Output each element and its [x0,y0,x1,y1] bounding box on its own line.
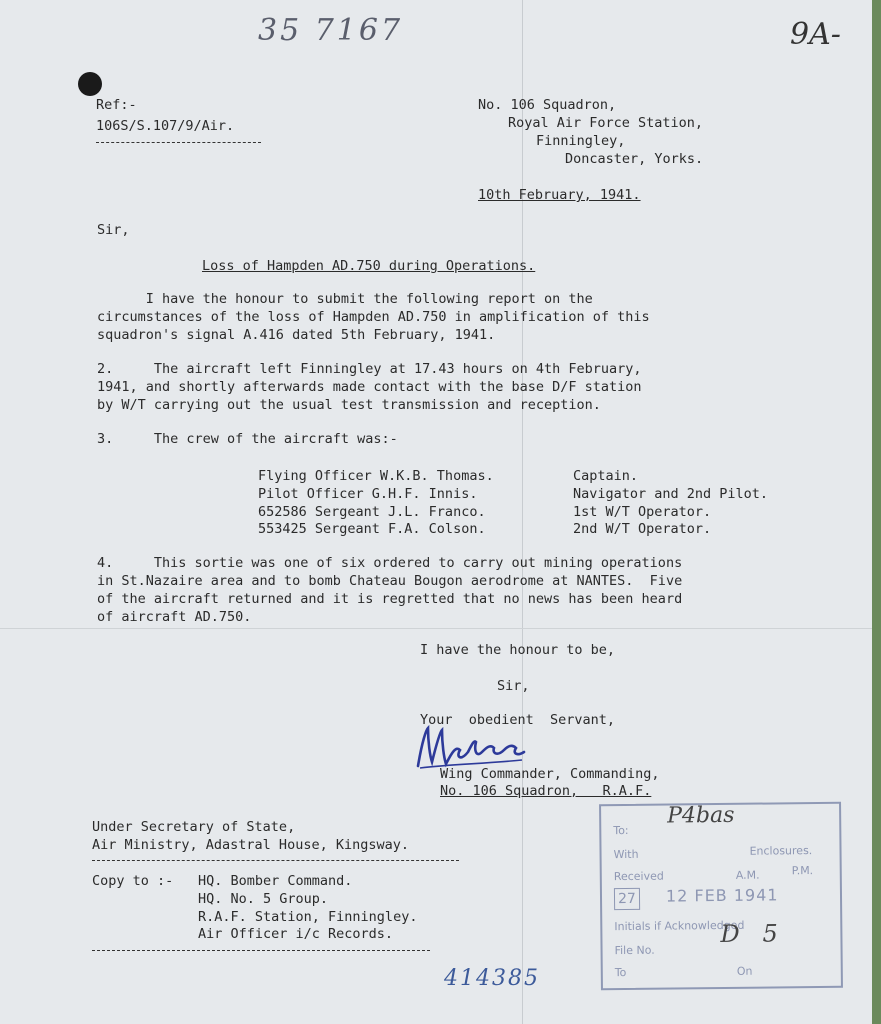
ref-number: 106S/S.107/9/Air. [96,118,235,134]
copy-to-divider [92,950,430,951]
address-line-2: Royal Air Force Station, [508,115,704,131]
para2-line2: 1941, and shortly afterwards made contact with the base D/F station [97,379,642,395]
handwritten-file-number: 35 7167 [258,13,404,48]
salutation: Sir, [97,222,130,238]
para4-line1: 4. This sortie was one of six ordered to carry out mining operations [97,555,683,571]
signatory-title: Wing Commander, Commanding, [440,766,660,782]
address-line-3: Finningley, [536,133,626,149]
crew-name: 553425 Sergeant F.A. Colson. [258,521,486,537]
stamp-box-number: 27 [614,888,640,910]
stamp-to-label: To: [613,823,629,838]
ref-label: Ref:- [96,97,137,113]
stamp-to-value: P4bas [667,802,735,829]
para2-line1: 2. The aircraft left Finningley at 17.43 hours on 4th February, [97,361,642,377]
stamp-on-label: On [736,964,753,978]
para1-line3: squadron's signal A.416 dated 5th February, 1941. [97,327,496,343]
address-line-1: No. 106 Squadron, [478,97,617,113]
para4-line3: of the aircraft returned and it is regretted that no news has been heard [97,591,683,607]
copy-to-item: HQ. No. 5 Group. [198,891,329,907]
stamp-am: A.M. [735,868,760,882]
para4-line2: in St.Nazaire area and to bomb Chateau Bougon aerodrome at NANTES. Five [97,573,683,589]
received-stamp [599,802,843,991]
letter-date: 10th February, 1941. [478,187,641,203]
para2-line3: by W/T carrying out the usual test transmission and reception. [97,397,601,413]
copy-to-item: HQ. Bomber Command. [198,873,353,889]
copy-to-item: R.A.F. Station, Finningley. [198,909,418,925]
stamp-pm: P.M. [791,864,814,878]
crew-name: Pilot Officer G.H.F. Innis. [258,486,478,502]
page-mark: 9A- [790,17,841,52]
copy-to-item: Air Officer i/c Records. [198,926,394,942]
crew-role: 2nd W/T Operator. [573,521,712,537]
closing-line-1: I have the honour to be, [420,642,616,658]
recipient-divider [92,860,459,861]
stamp-file-value: D 5 [720,919,778,949]
closing-line-3: Your obedient Servant, [420,712,616,728]
ref-underline [96,142,261,143]
address-line-4: Doncaster, Yorks. [565,151,704,167]
handwritten-reference: 414385 [444,966,540,991]
recipient-line-1: Under Secretary of State, [92,819,296,835]
crew-name: Flying Officer W.K.B. Thomas. [258,468,494,484]
fold-line-horizontal [0,628,872,629]
recipient-line-2: Air Ministry, Adastral House, Kingsway. [92,837,409,853]
stamp-received-label: Received [613,869,664,884]
stamp-date: 12 FEB 1941 [665,885,779,906]
para1-line2: circumstances of the loss of Hampden AD.750 in amplification of this [97,309,650,325]
fold-line-vertical [522,0,523,1024]
para4-line4: of aircraft AD.750. [97,609,252,625]
para1-line1: I have the honour to submit the following report on the [97,291,593,307]
signatory-unit: No. 106 Squadron, R.A.F. [440,783,652,799]
stamp-with-label: With [613,847,639,862]
crew-role: Navigator and 2nd Pilot. [573,486,769,502]
copy-to-label: Copy to :- [92,873,174,889]
closing-line-2: Sir, [497,678,530,694]
crew-role: 1st W/T Operator. [573,504,712,520]
para3-intro: 3. The crew of the aircraft was:- [97,431,398,447]
subject-heading: Loss of Hampden AD.750 during Operations. [202,258,536,274]
stamp-with-value: Enclosures. [749,844,813,858]
punch-hole [78,72,102,96]
stamp-file-label: File No. [614,943,655,958]
crew-name: 652586 Sergeant J.L. Franco. [258,504,486,520]
crew-role: Captain. [573,468,639,484]
stamp-initials-label: Initials if Acknowledged [614,918,745,934]
stamp-to2-label: To [614,965,627,980]
